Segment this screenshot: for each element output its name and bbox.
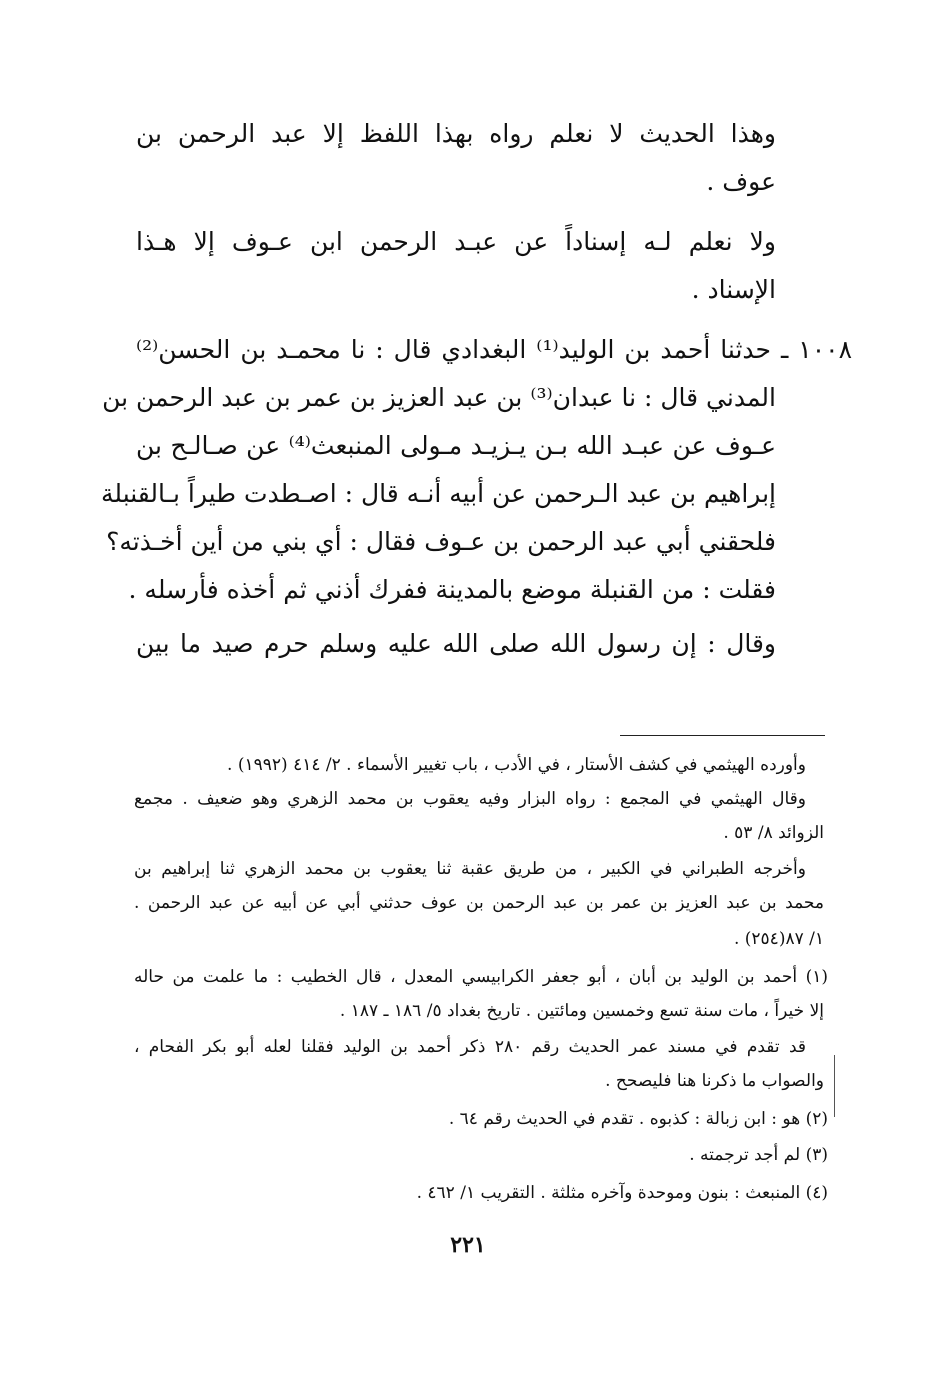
footnote-1-line-2: إلا خيراً ، مات سنة تسع وخمسين ومائتين . تاريخ بغداد ٥/ ١٨٦ ـ ١٨٧ . bbox=[339, 1001, 824, 1021]
footnote-line-1: وأورده الهيثمي في كشف الأستار ، في الأدب ، باب تغيير الأسماء . ٢/ ٤١٤ (١٩٩٢) . bbox=[227, 755, 806, 775]
hadith-1008-line-1: ١٠٠٨ ـ حدثنا أحمد بن الوليد⁽¹⁾ البغدادي قال : نا محمـد بن الحسن⁽²⁾ bbox=[136, 335, 852, 364]
footnote-separator bbox=[620, 735, 825, 736]
hadith-1008-line-3: عـوف عن عبـد الله بـن يـزيـد مـولى المنبعث⁽⁴⁾ عن صـالـح بن bbox=[136, 431, 776, 460]
footnote-line-2: وقال الهيثمي في المجمع : رواه البزار وفيه يعقوب بن محمد الزهري وهو ضعيف . مجمع bbox=[134, 789, 806, 809]
page-number: ٢٢١ bbox=[450, 1232, 486, 1258]
footnote-1-line-1: (١) أحمد بن الوليد بن أبان ، أبو جعفر الكرابيسي المعدل ، قال الخطيب : ما علمت من حاله bbox=[134, 967, 828, 987]
footnote-line-4: وأخرجه الطبراني في الكبير ، من طريق عقبة ثنا يعقوب بن محمد الزهري ثنا إبراهيم بن bbox=[134, 859, 806, 879]
main-text-line-1: وهذا الحديث لا نعلم رواه بهذا اللفظ إلا عبد الرحمن بن bbox=[136, 119, 776, 148]
footnote-1-line-4: والصواب ما ذكرنا هنا فليصحح . bbox=[605, 1071, 824, 1091]
footnote-4: (٤) المنبعث : بنون وموحدة وآخره مثلثة . التقريب ١/ ٤٦٢ . bbox=[416, 1183, 828, 1203]
hadith-1008-line-7: وقال : إن رسول الله صلى الله عليه وسلم حرم صيد ما بين bbox=[136, 629, 776, 658]
main-text-line-4: الإسناد . bbox=[691, 275, 776, 304]
footnote-line-5: محمد بن عبد العزيز بن عمر بن عبد الرحمن بن عوف حدثني أبي عن أبيه عن عبد الرحمن . bbox=[134, 893, 824, 913]
hadith-1008-line-4: إبراهيم بن عبد الـرحمن عن أبيه أنـه قال : اصـطدت طيراً بـالقنبلة bbox=[101, 479, 776, 508]
margin-mark bbox=[834, 1055, 835, 1117]
footnote-line-6: ١/ ٨٧(٢٥٤) . bbox=[733, 929, 824, 949]
footnote-1-line-3: قد تقدم في مسند عمر الحديث رقم ٢٨٠ ذكر أحمد بن الوليد فقلنا لعله أبو بكر الفحام ، bbox=[134, 1037, 806, 1057]
footnote-line-3: الزوائد ٨/ ٥٣ . bbox=[723, 823, 824, 843]
footnote-2: (٢) هو : ابن زبالة : كذبوه . تقدم في الحديث رقم ٦٤ . bbox=[448, 1109, 828, 1129]
hadith-1008-line-5: فلحقني أبي عبد الرحمن بن عـوف فقال : أي بني من أين أخـذته؟ bbox=[106, 527, 776, 556]
main-text-line-2: عوف . bbox=[706, 167, 776, 196]
hadith-1008-line-6: فقلت : من القنبلة موضع بالمدينة ففرك أذني ثم أخذه فأرسله . bbox=[128, 575, 776, 604]
hadith-1008-line-2: المدني قال : نا عبدان⁽³⁾ بن عبد العزيز بن عمر بن عبد الرحمن بن bbox=[102, 383, 776, 412]
main-text-line-3: ولا نعلم لـه إسناداً عن عبـد الرحمن ابن عـوف إلا هـذا bbox=[136, 227, 776, 256]
footnote-3: (٣) لم أجد ترجمته . bbox=[689, 1145, 828, 1165]
